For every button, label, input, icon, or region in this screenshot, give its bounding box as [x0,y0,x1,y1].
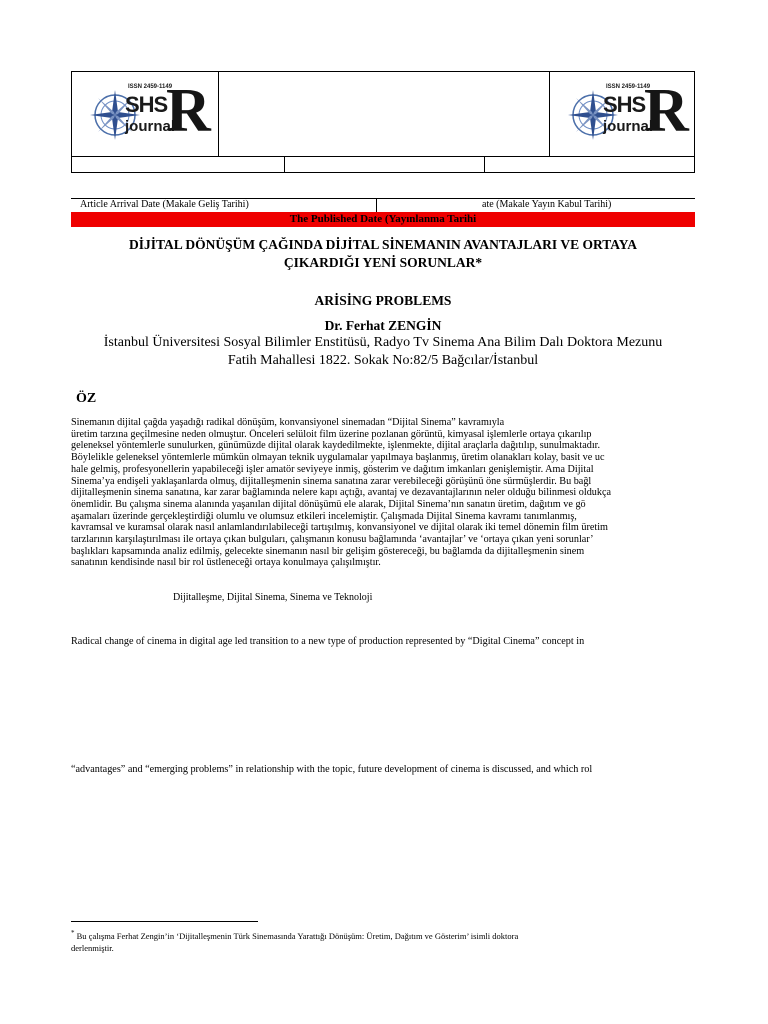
issn-label: ISSN 2459-1149 [606,84,651,90]
keywords: Dijitalleşme, Dijital Sinema, Sinema ve Teknoloji [173,592,373,603]
journal-text: journal [125,118,176,135]
footnote [71,927,695,954]
abstract-line: geleneksel yöntemlerle sunulurken, günümüzde dijital olarak kaydedilmekte, işlenmekte, dijital araçlarla dağıtılıp, sunulmaktadır. [71,440,601,452]
journal-logo-right [566,77,689,150]
affiliation-line-1: İstanbul Üniversitesi Sosyal Bilimler Enstitüsü, Radyo Tv Sinema Ana Bilim Dalı Doktora Mezunu [103,335,663,350]
journal-logo-left [88,77,211,150]
header-divider-right [549,71,550,157]
author-affiliation [71,334,695,370]
abstract-line: dijitalleşmenin sinema sanatına, kar zarar bağlamında nelere kapı açtığı, avantaj ve dezavantajlarının neler olduğu bilinmesi oldukça [71,487,612,499]
journal-text: journal [603,118,654,135]
english-abstract-line-1: Radical change of cinema in digital age led transition to a new type of production represented by “Digital Cinema” concept in [71,636,585,647]
abstract-line: tarzlarının karşılaştırılması ile ortaya çıkan bulguları, çalışmanın konusu bağlamında ‘avantajlar’ ve ‘ortaya çıkan yeni sorunlar’ [71,534,594,546]
published-date-label: The Published Date (Yayınlanma Tarihi [289,213,477,225]
logo-r-letter: R [166,77,211,145]
title-line-2: ÇIKARDIĞI YENİ SORUNLAR* [283,255,483,270]
abstract-line: Böylelikle geleneksel yöntemlerle mümkün olmayan teknik uygulamalar yapılmaya başlanmış, üretim olanakları kolay, basit ve uc [71,452,605,464]
footnote-separator [71,921,258,922]
title-line-1: DİJİTAL DÖNÜŞÜM ÇAĞINDA DİJİTAL SİNEMANIN AVANTAJLARI VE ORTAYA [128,237,637,252]
row2-divider-1 [284,156,285,173]
abstract-line: üretim tarzına geçilmesine neden olmuştur. Önceleri selüloit film üzerine pozlanan görüntü, kimyasal işlemlerle ortaya çıkarılıp [71,428,592,440]
abstract-line: aşamaları üzerinde gerçekleştirdiği olumlu ve olumsuz etkileri incelemiştir. Çalışmada Dijital Sinema kavramı tanımlanmış, [71,510,577,522]
arrival-date-label: Article Arrival Date (Makale Geliş Tarihi) [80,199,249,210]
footnote-marker: * [71,929,75,937]
footnote-line-2: derlenmiştir. [71,942,114,953]
issn-label: ISSN 2459-1149 [128,84,173,90]
english-abstract-line-2: “advantages” and “emerging problems” in relationship with the topic, future development of cinema is discussed, and which rol [71,764,593,775]
abstract-line: Sinema’ya endişeli yaklaşanlarda olmuş, dijitalleşmenin sinema sanatına zarar verebileceği görüşünü öne sürmüşlerdir. Bu bağl [71,475,592,487]
header-row-2 [71,156,695,173]
dates-divider [376,198,377,212]
abstract-line: kavramsal ve kuramsal olarak nasıl anlamlandırılabileceği tartışılmış, konvansiyonel ve dijital olarak iki temel dönemin film üretim [71,522,608,534]
footnote-line-1: Bu çalışma Ferhat Zengin’in ‘Dijitalleşmenin Türk Sinemasında Yarattığı Dönüşüm: Üretim, Dağıtım ve Gösterim’ isimli doktora [74,930,519,941]
shs-text: SHS [603,92,646,117]
abstract-line: başlıkları kapsamında analiz edilmiş, gelecekte sinemanın nasıl bir gelişim göstereceği, bu bağlamda da dijitalleşmenin sinem [71,545,585,557]
abstract-line: önemlidir. Bu çalışma sinema alanında yaşanılan dijital dönüşümü ele alarak, Dijital Sinema’nın sanatın üretim, dağıtım ve gö [71,498,586,510]
row2-divider-2 [484,156,485,173]
english-subtitle: ARİSİNG PROBLEMS [314,293,452,308]
author-name: Dr. Ferhat ZENGİN [324,318,442,333]
shs-text: SHS [125,92,168,117]
article-title [71,236,695,272]
abstract-body [71,417,695,569]
abstract-heading: ÖZ [76,391,97,406]
affiliation-line-2: Fatih Mahallesi 1822. Sokak No:82/5 Bağcılar/İstanbul [227,353,539,368]
abstract-line: hale gelmiş, profesyonellerin yapabileceği işler amatör seviyeye inmiş, gösterim ve dağıtım imkanları genişlemiştir. Ama Dijital [71,463,594,475]
acceptance-date-label: ate (Makale Yayın Kabul Tarihi) [482,199,612,210]
header-divider-left [218,71,219,157]
abstract-line: Sinemanın dijital çağda yaşadığı radikal dönüşüm, konvansiyonel sinemadan “Dijital Sinema” kavramıyla [71,417,505,428]
logo-r-letter: R [644,77,689,145]
abstract-line: sanatının kendisinde nasıl bir rol üstleneceği ortaya konulmaya çalışılmıştır. [71,557,381,569]
